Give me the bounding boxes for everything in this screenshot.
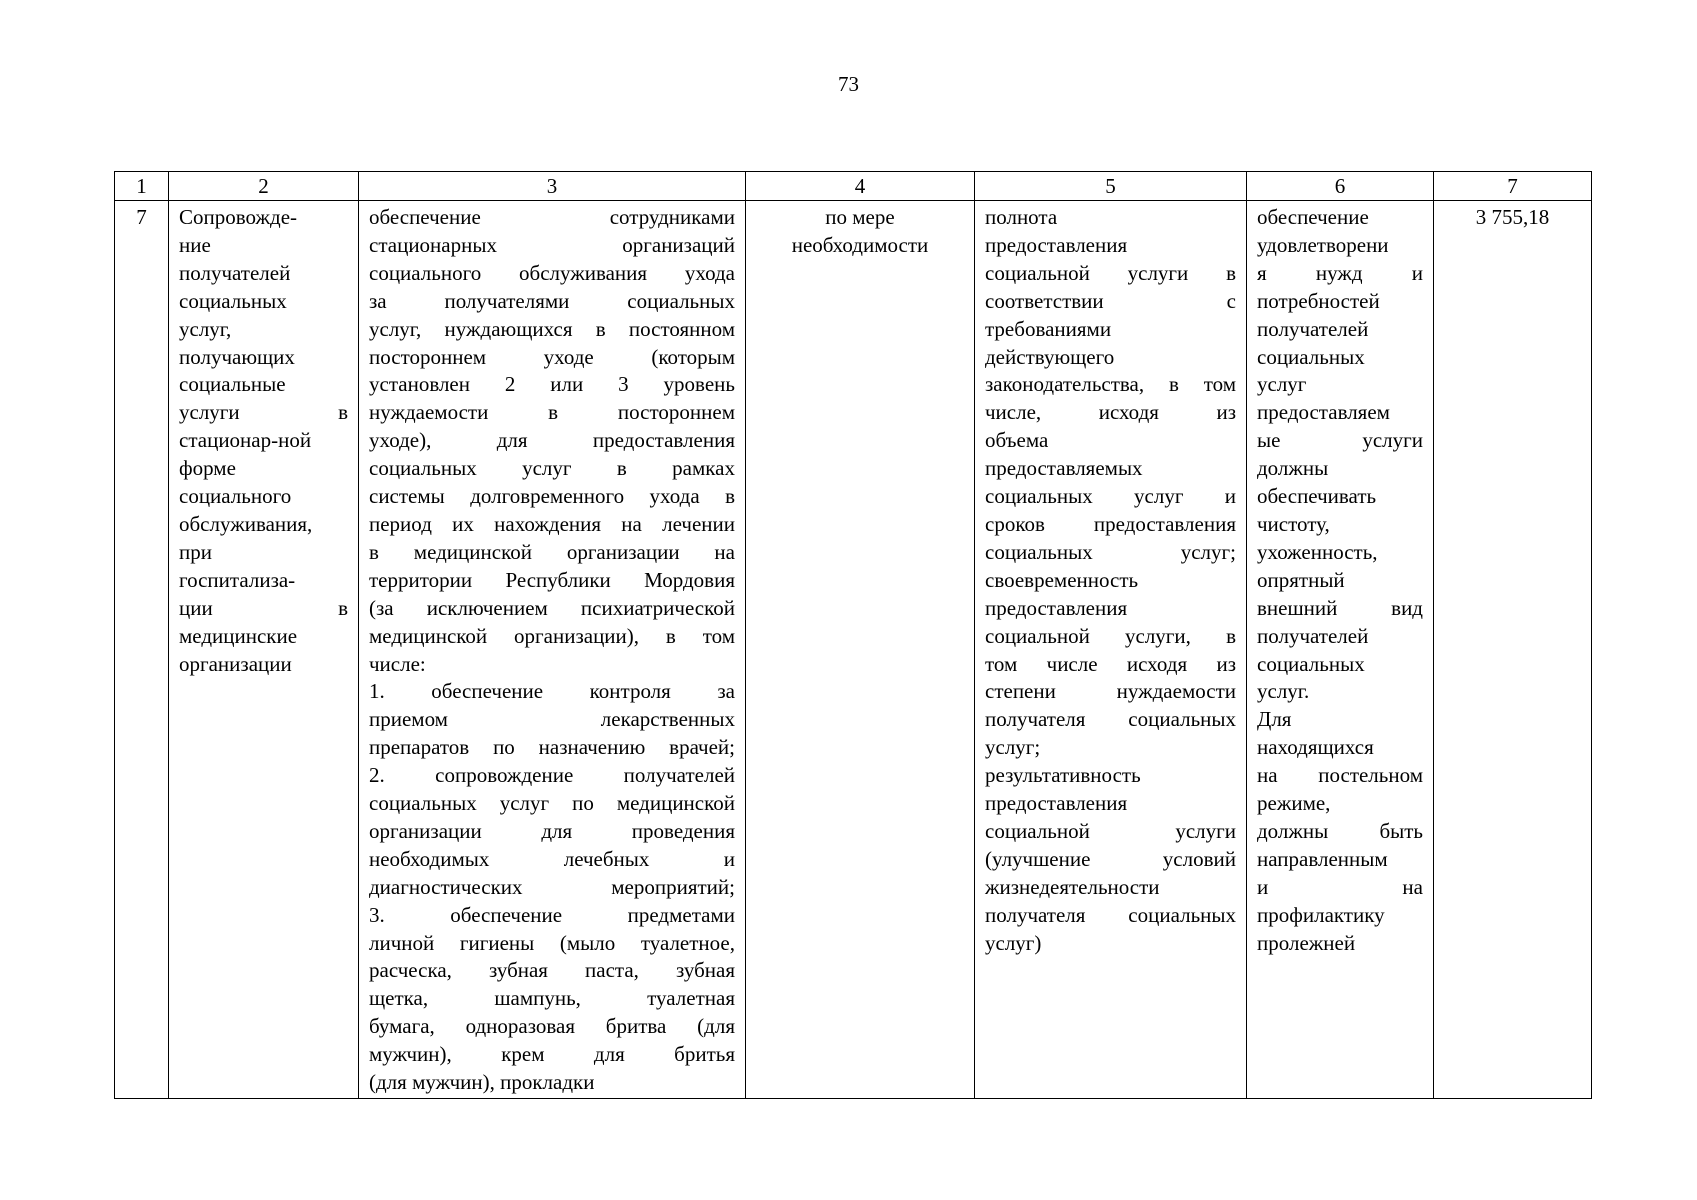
service-description-text [369, 204, 735, 1097]
text-line: услуг. [1257, 679, 1310, 704]
text-line: (улучшение условий [985, 846, 1236, 871]
text-line: объема [985, 428, 1049, 453]
text-line: Сопровожде- [179, 205, 298, 229]
text-line: бумага, одноразовая бритва (для [369, 1014, 735, 1039]
text-line: опрятный [1257, 567, 1345, 592]
text-line: обслуживания, [179, 511, 313, 536]
text-line: потребностей [1257, 288, 1380, 313]
text-line: том числе исходя из [985, 651, 1236, 676]
text-line: организации для проведения [369, 818, 735, 843]
cost-cell: 3 755,18 [1434, 201, 1592, 1099]
header-cell-5: 5 [975, 172, 1247, 201]
table-row [115, 201, 1592, 1099]
text-line: социального обслуживания ухода [369, 260, 735, 285]
text-line: удовлетворени [1257, 232, 1389, 257]
text-line: госпитализа- [179, 567, 296, 592]
quality-criteria-text [985, 204, 1236, 957]
text-line: территории Республики Мордовия [369, 567, 735, 592]
text-line: сроков предоставления [985, 511, 1236, 536]
text-line: за получателями социальных [369, 288, 735, 313]
text-line: нуждаемости в постороннем [369, 400, 735, 425]
text-line: степени нуждаемости [985, 679, 1236, 704]
text-line: щетка, шампунь, туалетная [369, 986, 735, 1011]
text-line: при [179, 539, 212, 564]
text-line: ции в [179, 595, 348, 620]
service-name-cell [169, 201, 359, 1099]
text-line: внешний вид [1257, 595, 1423, 620]
header-cell-7: 7 [1434, 172, 1592, 201]
text-line: 2. сопровождение получателей [369, 763, 735, 788]
text-line: уходе), для предоставления [369, 428, 735, 453]
page-number: 73 [838, 72, 859, 96]
text-line: своевременность [985, 567, 1139, 592]
text-line: ые услуги [1257, 428, 1423, 453]
frequency-cell [746, 201, 975, 1099]
text-line: направленным [1257, 846, 1388, 871]
text-line: ухоженность, [1257, 539, 1378, 564]
text-line: личной гигиены (мыло туалетное, [369, 930, 735, 955]
text-line: системы долговременного ухода в [369, 484, 735, 509]
text-line: соответствии с [985, 288, 1236, 313]
text-line: законодательства, в том [985, 372, 1236, 397]
conditions-cell [1247, 201, 1434, 1099]
text-line: ние [179, 232, 211, 257]
text-line: услуги в [179, 400, 348, 425]
text-line: числе: [369, 651, 426, 676]
text-line: социальных услуг и [985, 484, 1236, 509]
text-line: по мере [825, 205, 895, 229]
text-line: установлен 2 или 3 уровень [369, 372, 735, 397]
text-line: обеспечивать [1257, 484, 1377, 509]
text-line: режиме, [1257, 791, 1331, 816]
text-line: форме [179, 456, 236, 481]
text-line: организации [179, 651, 292, 676]
text-line: требованиями [985, 316, 1112, 341]
text-line: я нужд и [1257, 260, 1423, 285]
text-line: медицинской организации), в том [369, 623, 735, 648]
conditions-text [1257, 204, 1423, 957]
text-line: и на [1257, 874, 1423, 899]
text-line: должны быть [1257, 818, 1423, 843]
text-line: приемом лекарственных [369, 707, 735, 732]
header-cell-4: 4 [746, 172, 975, 201]
text-line: (за исключением психиатрической [369, 595, 735, 620]
quality-criteria-cell [975, 201, 1247, 1099]
text-line: мужчин), крем для бритья [369, 1042, 735, 1067]
text-line: услуг, нуждающихся в постоянном [369, 316, 735, 341]
text-line: предоставления [985, 595, 1128, 620]
text-line: результативность [985, 763, 1141, 788]
text-line: предоставления [985, 791, 1128, 816]
text-line: числе, исходя из [985, 400, 1236, 425]
header-cell-2: 2 [169, 172, 359, 201]
text-line: профилактику [1257, 902, 1385, 927]
text-line: обеспечение [1257, 205, 1369, 229]
text-line: услуг) [985, 930, 1042, 955]
service-name-text [179, 204, 348, 678]
text-line: расческа, зубная паста, зубная [369, 958, 735, 983]
text-line: социальных услуг; [985, 539, 1236, 564]
text-line: социальной услуги [985, 818, 1236, 843]
text-line: необходимых лечебных и [369, 846, 735, 871]
frequency-text [756, 204, 964, 260]
text-line: диагностических мероприятий; [369, 874, 735, 899]
text-line: полнота [985, 205, 1058, 229]
text-line: получателей [1257, 316, 1369, 341]
text-line: социальной услуги в [985, 260, 1236, 285]
text-line: предоставляемых [985, 456, 1143, 481]
text-line: социальных [1257, 344, 1365, 369]
header-cell-1: 1 [115, 172, 169, 201]
text-line: период их нахождения на лечении [369, 511, 735, 536]
service-description-cell [359, 201, 746, 1099]
text-line: обеспечение сотрудниками [369, 205, 735, 229]
text-line: стационарных организаций [369, 232, 735, 257]
text-line: жизнедеятельности [985, 874, 1160, 899]
text-line: социальных [179, 288, 287, 313]
text-line: услуг, [179, 316, 232, 341]
text-line: препаратов по назначению врачей; [369, 735, 735, 760]
text-line: получателя социальных [985, 707, 1236, 732]
text-line: получателей [1257, 623, 1369, 648]
header-cell-6: 6 [1247, 172, 1434, 201]
text-line: стационар-ной [179, 428, 312, 453]
text-line: (для мужчин), прокладки [369, 1070, 595, 1095]
row-number-cell: 7 [115, 201, 169, 1099]
text-line: на постельном [1257, 763, 1423, 788]
text-line: должны [1257, 456, 1329, 481]
text-line: действующего [985, 344, 1115, 369]
text-line: социальных услуг по медицинской [369, 791, 735, 816]
text-line: социального [179, 484, 292, 509]
text-line: 1. обеспечение контроля за [369, 679, 735, 704]
header-cell-3: 3 [359, 172, 746, 201]
text-line: услуг; [985, 735, 1041, 760]
text-line: социальных услуг в рамках [369, 456, 735, 481]
text-line: постороннем уходе (которым [369, 344, 735, 369]
text-line: в медицинской организации на [369, 539, 735, 564]
table-header-row [115, 172, 1592, 201]
text-line: предоставления [985, 232, 1128, 257]
text-line: необходимости [791, 232, 929, 257]
text-line: получателей [179, 260, 291, 285]
text-line: 3. обеспечение предметами [369, 902, 735, 927]
text-line: предоставляем [1257, 400, 1390, 425]
text-line: услуг [1257, 372, 1307, 397]
services-table [114, 171, 1592, 1099]
text-line: получающих [179, 344, 295, 369]
text-line: Для [1257, 707, 1292, 732]
text-line: пролежней [1257, 930, 1356, 955]
text-line: чистоту, [1257, 511, 1330, 536]
text-line: социальные [179, 372, 286, 397]
text-line: находящихся [1257, 735, 1374, 760]
text-line: медицинские [179, 623, 298, 648]
text-line: социальных [1257, 651, 1365, 676]
text-line: социальной услуги, в [985, 623, 1236, 648]
text-line: получателя социальных [985, 902, 1236, 927]
